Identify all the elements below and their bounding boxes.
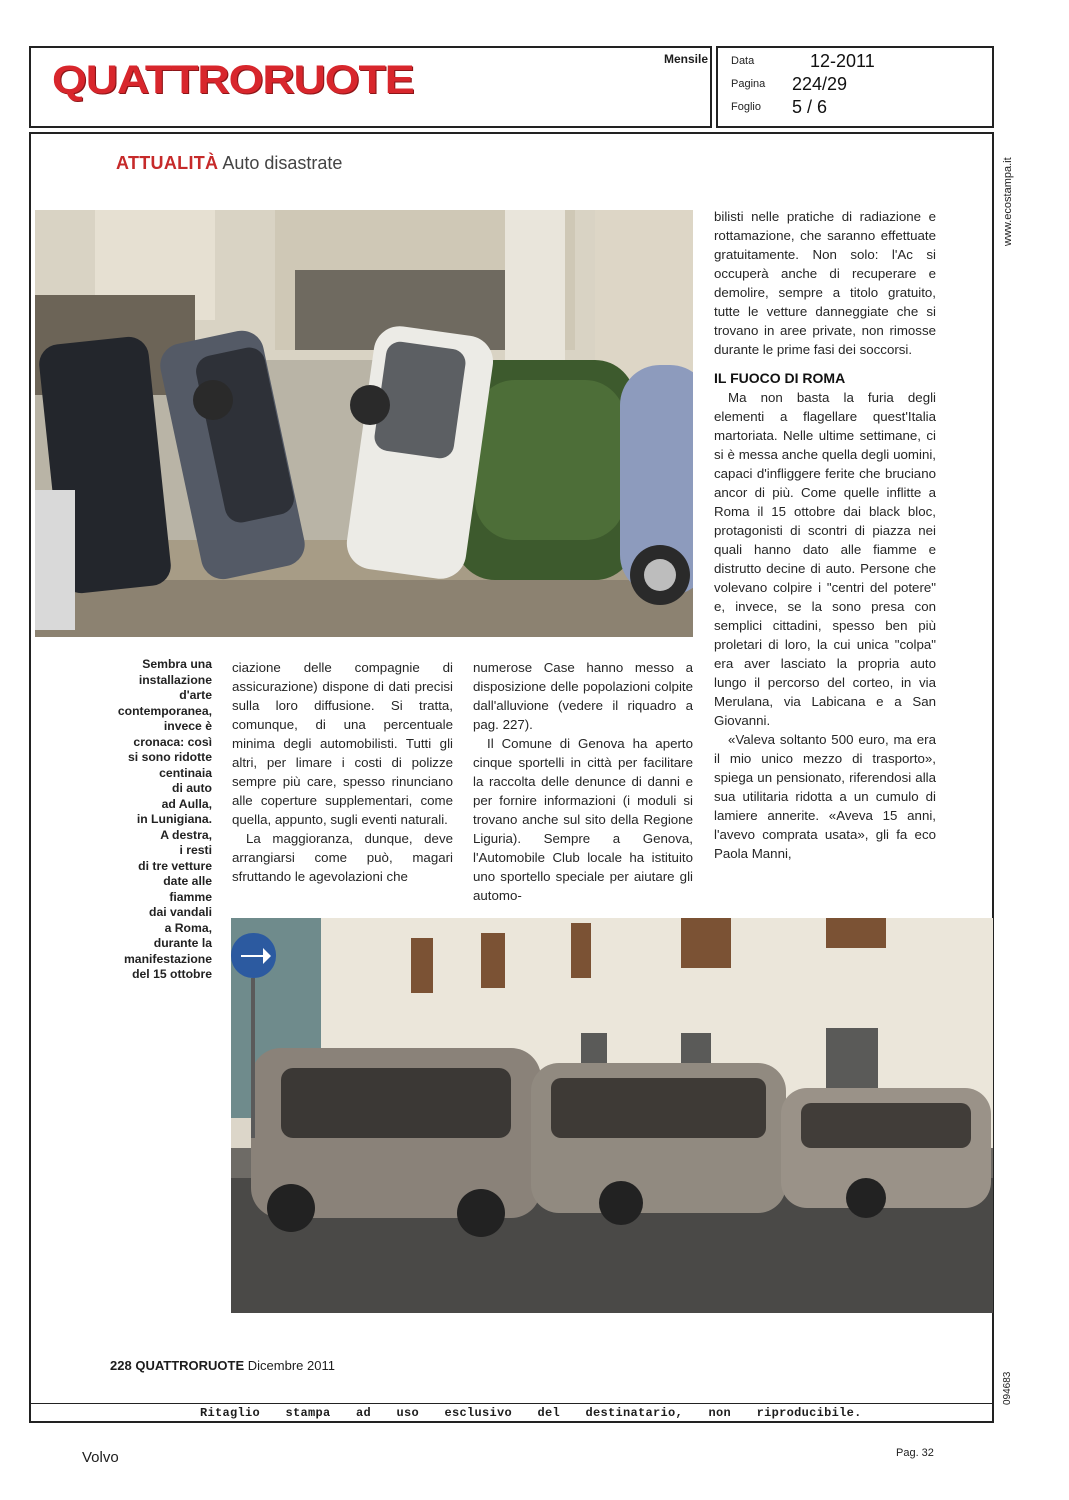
caption-line: installazione xyxy=(138,672,212,687)
body-paragraph: «Valeva soltanto 500 euro, ma era il mio unico mezzo di trasporto», spiega un pensionato, riferendosi alla sua utilitaria ridotta a un cumulo di lamiere annerite. «Aveva 15 anni, l'avevo comprata usata», gli fa eco Paola Manni, xyxy=(714,732,936,861)
brand-label: Volvo xyxy=(82,1449,119,1466)
caption-line: invece è xyxy=(163,719,212,733)
sheet-label: Foglio xyxy=(731,101,761,113)
body-column-2 xyxy=(473,658,693,905)
magazine-name: QUATTRORUOTE xyxy=(135,1358,245,1373)
burned-cars-illustration xyxy=(231,918,993,1313)
caption-line: di tre vetture xyxy=(138,858,212,873)
document-code: 094683 xyxy=(1002,1371,1013,1405)
photo-caption xyxy=(108,657,212,983)
magazine-page-number: 228 xyxy=(110,1358,132,1373)
section-kicker: ATTUALITÀ xyxy=(116,153,219,173)
caption-line: ad Aulla, xyxy=(161,796,212,811)
date-value: 12-2011 xyxy=(810,51,875,71)
body-paragraph: numerose Case hanno messo a disposizione delle popolazioni colpite dall'alluvione (vedere il riquadro a pag. 227). xyxy=(473,660,693,732)
body-paragraph: ciazione delle compagnie di assicurazione) dispone di dati precisi sulla loro diffusione. Si tratta, comunque, di una percentuale minima degli automobilisti. Tutti gli altri, per limare i costi di polizze sempre più care, spesso rinunciano alle coperture supplementari, come quella, appunto, sugli eventi naturali. xyxy=(232,660,453,827)
caption-line: contemporanea, xyxy=(117,703,212,718)
magazine-issue: Dicembre 2011 xyxy=(247,1358,335,1373)
caption-line: date alle xyxy=(163,874,212,888)
body-paragraph: Il Comune di Genova ha aperto cinque sportelli in città per facilitare la raccolta delle denunce di danni e per fornire informazioni (i moduli si trovano anche sul sito della Regione Liguria). Sempre a Genova, l'Automobile Club locale ha istituito uno sportello speciale per aiutare gli automo- xyxy=(473,736,693,903)
section-header xyxy=(116,153,342,174)
caption-line: manifestazione xyxy=(123,951,212,966)
body-paragraph: bilisti nelle pratiche di radiazione e rottamazione, che saranno effettuate gratuitamente. Non solo: l'Ac si occuperà anche di recuperare e demolire, sempre a titolo gratuito, tutte le vetture danneggiate che si trovano in aree private, non rimosse durante le prime fasi dei soccorsi. xyxy=(714,209,936,357)
caption-line: durante la xyxy=(153,936,212,950)
document-page-number: Pag. 32 xyxy=(896,1447,934,1459)
date-label: Data xyxy=(731,55,755,67)
magazine-page-footer xyxy=(110,1358,335,1373)
caption-line: dai vandali xyxy=(149,905,212,919)
body-paragraph: La maggioranza, dunque, deve arrangiarsi come può, magari sfruttando le agevolazioni che xyxy=(232,831,453,884)
body-column-1 xyxy=(232,658,453,886)
caption-line: a Roma, xyxy=(164,920,212,935)
website-label: www.ecostampa.it xyxy=(1002,157,1014,246)
photo-burned-cars xyxy=(231,918,993,1313)
caption-line: in Lunigiana. xyxy=(136,812,212,826)
sheet-value: 5 / 6 xyxy=(792,97,828,117)
clipping-note: Ritaglio stampa ad uso esclusivo del destinatario, non riproducibile. xyxy=(200,1406,862,1420)
page-value: 224/29 xyxy=(792,74,848,94)
caption-line: d'arte xyxy=(179,688,212,702)
frequency-label: Mensile xyxy=(664,52,709,66)
caption-line: del 15 ottobre xyxy=(132,967,212,981)
publication-logo: QUATTRORUOTE xyxy=(52,58,414,102)
body-paragraph: Ma non basta la furia degli elementi a flagellare quest'Italia martoriata. Nelle ultime settimane, ci si è messa anche quella degli uomini, capaci d'infliggere ferite che bruciano ancor di più. Come quelle inflitte a Roma il 15 ottobre dai black bloc, protagonisti di scontri di piazza nei quali hanno dato alle fiamme e distrutto decine di auto. Persone che volevano colpire i "centri del potere" e, invece, se la sono presa con semplici cittadini, spesso ben più proletari di loro, la cui unica "colpa" era aver lasciato la propria auto lungo il percorso del corteo, in via Merulana, via Labicana e a San Giovanni. xyxy=(714,390,936,728)
caption-line: A destra, xyxy=(160,827,212,842)
caption-line: fiamme xyxy=(169,889,212,904)
caption-line: di auto xyxy=(172,781,212,795)
caption-line: cronaca: così xyxy=(133,734,212,749)
page-label: Pagina xyxy=(731,78,766,90)
photo-flooded-cars xyxy=(35,210,693,637)
caption-line: centinaia xyxy=(159,765,212,780)
caption-line: si sono ridotte xyxy=(128,750,212,764)
body-column-3 xyxy=(714,207,936,863)
flood-scene-illustration xyxy=(35,210,693,637)
caption-line: i resti xyxy=(179,843,212,857)
caption-line: Sembra una xyxy=(142,657,212,671)
section-topic: Auto disastrate xyxy=(222,153,343,173)
subheading: IL FUOCO DI ROMA xyxy=(714,370,846,386)
